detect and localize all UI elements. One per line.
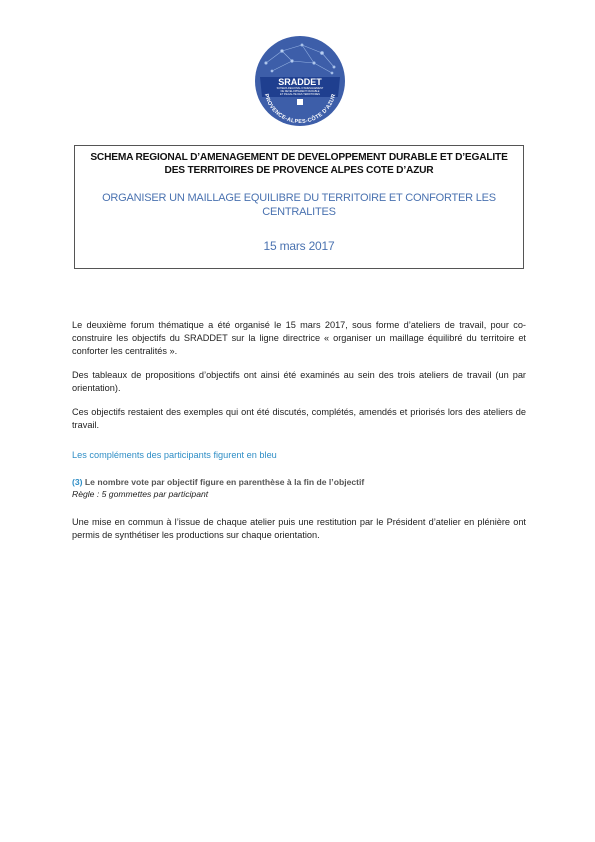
logo-line-1: SCHEMA REGIONAL D'AMENAGEMENT: [276, 87, 324, 90]
document-title-box: [74, 145, 524, 269]
vote-number: (3): [72, 477, 83, 487]
logo-name: SRADDET: [278, 77, 322, 87]
sraddet-logo: [252, 33, 348, 129]
tables-paragraph: Des tableaux de propositions d’objectifs ont ainsi été examinés au sein des trois ateliers de travail (un par orientation).: [72, 370, 526, 393]
logo-line-2: DE DEVELOPPEMENT DURABLE: [280, 90, 320, 93]
logo-emblem-icon: [297, 99, 303, 105]
document-subtitle: ORGANISER UN MAILLAGE EQUILIBRE DU TERRITOIRE ET CONFORTER LES CENTRALITES: [102, 192, 496, 218]
logo-ring-text: PROVENCE-ALPES-CÔTE D'AZUR: [262, 93, 338, 126]
synthesis-paragraph: Une mise en commun à l’issue de chaque atelier puis une restitution par le Président d’atelier en plénière ont permis de synthétiser les productions sur chaque orientation.: [72, 517, 526, 540]
document-title: SCHEMA REGIONAL D’AMENAGEMENT DE DEVELOPPEMENT DURABLE ET D’EGALITE DES TERRITOIRES DE PROVENCE ALPES COTE D’AZUR: [90, 152, 508, 176]
document-date: 15 mars 2017: [263, 239, 335, 253]
vote-note: [72, 477, 364, 488]
sraddet-logo-graphic: [252, 33, 348, 129]
intro-paragraph: Le deuxième forum thématique a été organisé le 15 mars 2017, sous forme d’ateliers de travail, pour co-construire les objectifs du SRADDET sur la ligne directrice « organiser un maillage équilibré du territoire et conforter les centralités ».: [72, 320, 526, 356]
participants-note: Les compléments des participants figurent en bleu: [72, 450, 277, 460]
objectives-paragraph: Ces objectifs restaient des exemples qui ont été discutés, complétés, amendés et priorisés lors des ateliers de travail.: [72, 407, 526, 430]
rule-note: Règle : 5 gommettes par participant: [72, 489, 209, 499]
vote-text: Le nombre vote par objectif figure en parenthèse à la fin de l’objectif: [82, 477, 365, 487]
logo-line-3: ET D'EGALITE DES TERRITOIRES: [280, 93, 320, 96]
